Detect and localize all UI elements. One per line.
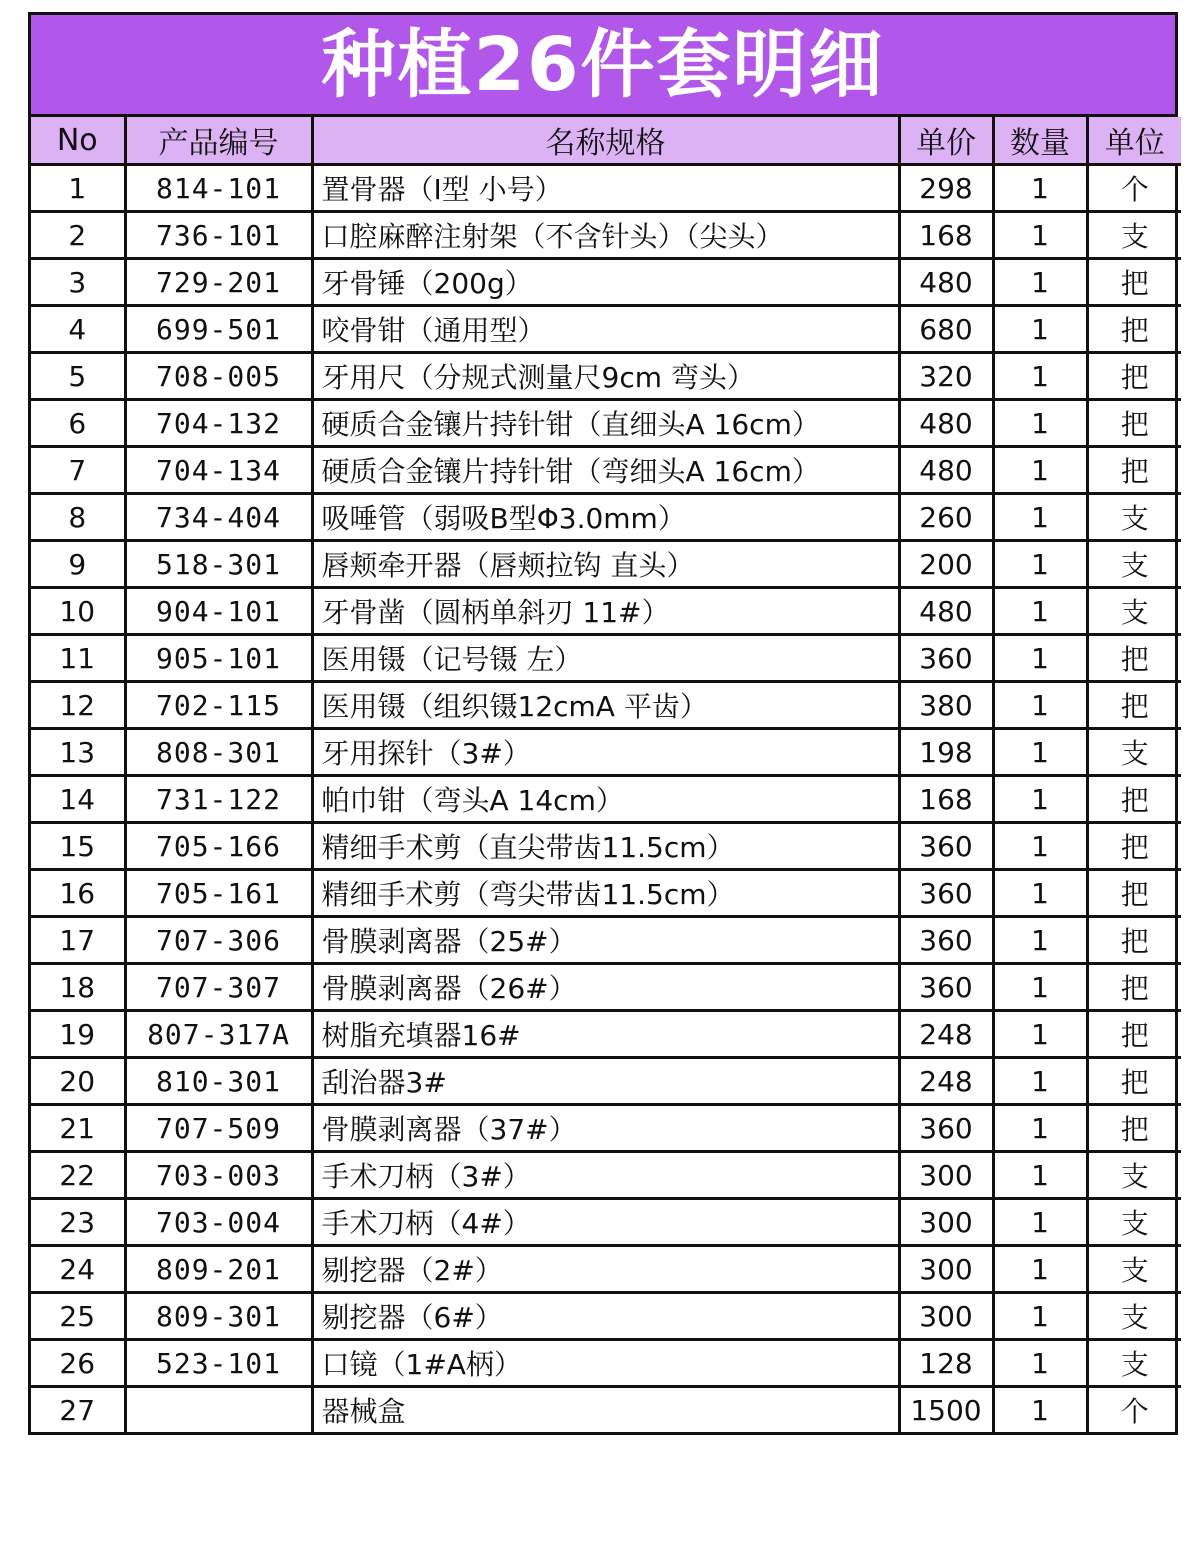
cell-unit: 把	[1087, 1105, 1181, 1152]
table-row	[31, 588, 1181, 635]
cell-name: 口镜（1#A柄）	[312, 1340, 899, 1387]
cell-name: 医用镊（记号镊 左）	[312, 635, 899, 682]
cell-unit: 把	[1087, 870, 1181, 917]
title-bar	[31, 15, 1175, 117]
cell-no: 19	[31, 1011, 125, 1058]
cell-name: 牙用尺（分规式测量尺9cm 弯头）	[312, 353, 899, 400]
cell-code: 707-509	[125, 1105, 312, 1152]
table-row	[31, 1152, 1181, 1199]
table-row	[31, 917, 1181, 964]
cell-qty: 1	[993, 870, 1087, 917]
cell-price: 300	[899, 1199, 993, 1246]
cell-qty: 1	[993, 165, 1087, 212]
cell-price: 320	[899, 353, 993, 400]
cell-no: 12	[31, 682, 125, 729]
cell-unit: 把	[1087, 964, 1181, 1011]
cell-no: 26	[31, 1340, 125, 1387]
cell-price: 300	[899, 1293, 993, 1340]
column-header-price: 单价	[899, 117, 993, 165]
column-header-unit: 单位	[1087, 117, 1181, 165]
table-row	[31, 400, 1181, 447]
cell-price: 248	[899, 1058, 993, 1105]
cell-no: 27	[31, 1387, 125, 1433]
cell-name: 牙骨锤（200g）	[312, 259, 899, 306]
table-row	[31, 494, 1181, 541]
cell-name: 手术刀柄（3#）	[312, 1152, 899, 1199]
cell-name: 器械盒	[312, 1387, 899, 1433]
cell-code: 729-201	[125, 259, 312, 306]
cell-unit: 个	[1087, 165, 1181, 212]
cell-unit: 把	[1087, 917, 1181, 964]
cell-price: 480	[899, 400, 993, 447]
table-row	[31, 1105, 1181, 1152]
cell-price: 360	[899, 635, 993, 682]
cell-name: 骨膜剥离器（26#）	[312, 964, 899, 1011]
cell-price: 128	[899, 1340, 993, 1387]
cell-price: 480	[899, 259, 993, 306]
table-row	[31, 776, 1181, 823]
table-row	[31, 541, 1181, 588]
cell-unit: 把	[1087, 776, 1181, 823]
cell-price: 1500	[899, 1387, 993, 1433]
cell-name: 精细手术剪（弯尖带齿11.5cm）	[312, 870, 899, 917]
cell-no: 9	[31, 541, 125, 588]
table-row	[31, 1011, 1181, 1058]
cell-code: 808-301	[125, 729, 312, 776]
detail-table	[31, 117, 1181, 1432]
cell-price: 680	[899, 306, 993, 353]
cell-unit: 支	[1087, 212, 1181, 259]
cell-qty: 1	[993, 212, 1087, 259]
cell-no: 5	[31, 353, 125, 400]
cell-qty: 1	[993, 1011, 1087, 1058]
cell-name: 剔挖器（6#）	[312, 1293, 899, 1340]
cell-unit: 把	[1087, 823, 1181, 870]
cell-unit: 把	[1087, 400, 1181, 447]
cell-name: 置骨器（Ⅰ型 小号）	[312, 165, 899, 212]
cell-no: 2	[31, 212, 125, 259]
cell-no: 6	[31, 400, 125, 447]
cell-price: 360	[899, 1105, 993, 1152]
cell-price: 480	[899, 588, 993, 635]
cell-no: 7	[31, 447, 125, 494]
cell-no: 4	[31, 306, 125, 353]
cell-price: 360	[899, 964, 993, 1011]
cell-name: 咬骨钳（通用型）	[312, 306, 899, 353]
cell-name: 手术刀柄（4#）	[312, 1199, 899, 1246]
cell-price: 200	[899, 541, 993, 588]
table-row	[31, 682, 1181, 729]
cell-qty: 1	[993, 776, 1087, 823]
cell-name: 剔挖器（2#）	[312, 1246, 899, 1293]
cell-name: 硬质合金镶片持针钳（弯细头A 16cm）	[312, 447, 899, 494]
cell-code: 707-307	[125, 964, 312, 1011]
table-row	[31, 212, 1181, 259]
cell-name: 骨膜剥离器（25#）	[312, 917, 899, 964]
cell-no: 15	[31, 823, 125, 870]
table-row	[31, 306, 1181, 353]
cell-price: 300	[899, 1152, 993, 1199]
column-header-name: 名称规格	[312, 117, 899, 165]
cell-qty: 1	[993, 682, 1087, 729]
cell-code: 705-161	[125, 870, 312, 917]
cell-unit: 把	[1087, 682, 1181, 729]
detail-sheet	[28, 12, 1178, 1435]
cell-no: 11	[31, 635, 125, 682]
cell-qty: 1	[993, 400, 1087, 447]
cell-no: 23	[31, 1199, 125, 1246]
column-header-no: No	[31, 117, 125, 165]
cell-price: 298	[899, 165, 993, 212]
cell-qty: 1	[993, 964, 1087, 1011]
cell-no: 8	[31, 494, 125, 541]
sheet-title: 种植26件套明细	[321, 21, 885, 108]
cell-code: 704-134	[125, 447, 312, 494]
cell-qty: 1	[993, 1246, 1087, 1293]
cell-name: 医用镊（组织镊12cmA 平齿）	[312, 682, 899, 729]
cell-code: 810-301	[125, 1058, 312, 1105]
cell-code: 703-004	[125, 1199, 312, 1246]
header-row	[31, 117, 1181, 165]
cell-no: 22	[31, 1152, 125, 1199]
table-row	[31, 964, 1181, 1011]
cell-qty: 1	[993, 917, 1087, 964]
cell-price: 168	[899, 776, 993, 823]
table-body	[31, 165, 1181, 1433]
cell-price: 360	[899, 870, 993, 917]
table-row	[31, 729, 1181, 776]
table-row	[31, 823, 1181, 870]
cell-name: 硬质合金镶片持针钳（直细头A 16cm）	[312, 400, 899, 447]
cell-unit: 支	[1087, 1340, 1181, 1387]
cell-code	[125, 1387, 312, 1433]
cell-qty: 1	[993, 1058, 1087, 1105]
cell-code: 702-115	[125, 682, 312, 729]
table-row	[31, 1293, 1181, 1340]
cell-unit: 把	[1087, 259, 1181, 306]
column-header-qty: 数量	[993, 117, 1087, 165]
cell-unit: 把	[1087, 1011, 1181, 1058]
cell-no: 24	[31, 1246, 125, 1293]
cell-unit: 支	[1087, 1246, 1181, 1293]
cell-code: 699-501	[125, 306, 312, 353]
cell-no: 17	[31, 917, 125, 964]
cell-code: 708-005	[125, 353, 312, 400]
cell-price: 248	[899, 1011, 993, 1058]
cell-code: 736-101	[125, 212, 312, 259]
cell-qty: 1	[993, 541, 1087, 588]
cell-qty: 1	[993, 1199, 1087, 1246]
cell-qty: 1	[993, 1340, 1087, 1387]
cell-unit: 支	[1087, 1152, 1181, 1199]
table-row	[31, 1340, 1181, 1387]
cell-no: 25	[31, 1293, 125, 1340]
cell-qty: 1	[993, 823, 1087, 870]
cell-code: 518-301	[125, 541, 312, 588]
cell-qty: 1	[993, 259, 1087, 306]
table-row	[31, 353, 1181, 400]
cell-code: 809-301	[125, 1293, 312, 1340]
cell-unit: 支	[1087, 1199, 1181, 1246]
cell-name: 唇颊牵开器（唇颊拉钩 直头）	[312, 541, 899, 588]
cell-name: 树脂充填器16#	[312, 1011, 899, 1058]
cell-code: 705-166	[125, 823, 312, 870]
table-row	[31, 447, 1181, 494]
table-row	[31, 635, 1181, 682]
cell-qty: 1	[993, 635, 1087, 682]
table-row	[31, 1058, 1181, 1105]
cell-unit: 把	[1087, 447, 1181, 494]
table-row	[31, 870, 1181, 917]
cell-name: 刮治器3#	[312, 1058, 899, 1105]
cell-unit: 把	[1087, 635, 1181, 682]
cell-unit: 个	[1087, 1387, 1181, 1433]
cell-code: 905-101	[125, 635, 312, 682]
table-row	[31, 1387, 1181, 1433]
cell-code: 523-101	[125, 1340, 312, 1387]
table-row	[31, 165, 1181, 212]
cell-unit: 支	[1087, 541, 1181, 588]
column-header-code: 产品编号	[125, 117, 312, 165]
cell-code: 707-306	[125, 917, 312, 964]
cell-price: 198	[899, 729, 993, 776]
cell-qty: 1	[993, 494, 1087, 541]
cell-price: 168	[899, 212, 993, 259]
cell-unit: 把	[1087, 306, 1181, 353]
cell-qty: 1	[993, 306, 1087, 353]
cell-unit: 支	[1087, 1293, 1181, 1340]
cell-qty: 1	[993, 1152, 1087, 1199]
cell-price: 360	[899, 823, 993, 870]
cell-code: 731-122	[125, 776, 312, 823]
cell-code: 703-003	[125, 1152, 312, 1199]
cell-no: 18	[31, 964, 125, 1011]
table-row	[31, 1246, 1181, 1293]
cell-unit: 支	[1087, 729, 1181, 776]
cell-no: 14	[31, 776, 125, 823]
cell-code: 704-132	[125, 400, 312, 447]
cell-name: 口腔麻醉注射架（不含针头）（尖头）	[312, 212, 899, 259]
cell-name: 骨膜剥离器（37#）	[312, 1105, 899, 1152]
cell-qty: 1	[993, 588, 1087, 635]
cell-no: 20	[31, 1058, 125, 1105]
cell-code: 807-317A	[125, 1011, 312, 1058]
cell-code: 809-201	[125, 1246, 312, 1293]
cell-no: 1	[31, 165, 125, 212]
cell-name: 吸唾管（弱吸B型Φ3.0mm）	[312, 494, 899, 541]
cell-price: 480	[899, 447, 993, 494]
cell-qty: 1	[993, 353, 1087, 400]
cell-name: 牙用探针（3#）	[312, 729, 899, 776]
cell-price: 380	[899, 682, 993, 729]
cell-qty: 1	[993, 729, 1087, 776]
cell-unit: 把	[1087, 353, 1181, 400]
table-row	[31, 1199, 1181, 1246]
cell-qty: 1	[993, 1293, 1087, 1340]
cell-price: 300	[899, 1246, 993, 1293]
cell-qty: 1	[993, 447, 1087, 494]
cell-unit: 把	[1087, 1058, 1181, 1105]
cell-code: 904-101	[125, 588, 312, 635]
cell-name: 精细手术剪（直尖带齿11.5cm）	[312, 823, 899, 870]
cell-code: 734-404	[125, 494, 312, 541]
cell-qty: 1	[993, 1387, 1087, 1433]
cell-no: 16	[31, 870, 125, 917]
cell-unit: 支	[1087, 588, 1181, 635]
table-row	[31, 259, 1181, 306]
cell-qty: 1	[993, 1105, 1087, 1152]
cell-name: 牙骨凿（圆柄单斜刃 11#）	[312, 588, 899, 635]
cell-name: 帕巾钳（弯头A 14cm）	[312, 776, 899, 823]
cell-code: 814-101	[125, 165, 312, 212]
cell-price: 260	[899, 494, 993, 541]
cell-no: 10	[31, 588, 125, 635]
cell-no: 21	[31, 1105, 125, 1152]
cell-unit: 支	[1087, 494, 1181, 541]
cell-price: 360	[899, 917, 993, 964]
cell-no: 3	[31, 259, 125, 306]
cell-no: 13	[31, 729, 125, 776]
